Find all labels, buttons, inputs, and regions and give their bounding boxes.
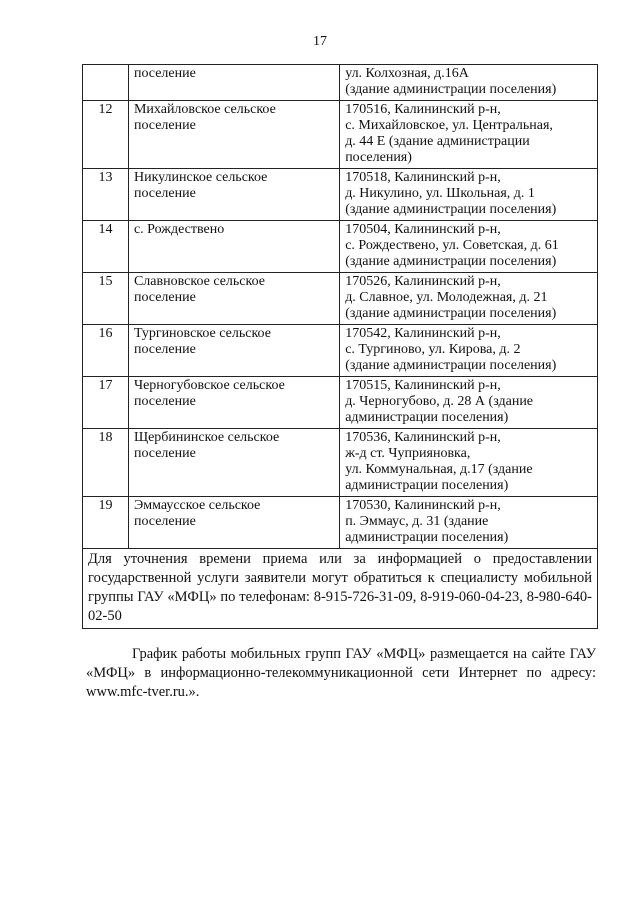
settlement-name [128,65,339,101]
table-row [83,221,598,273]
settlement-name-line: поселение [133,66,196,81]
settlement-name-line: поселение [133,118,196,133]
settlement-name [128,221,339,273]
row-number: 13 [83,169,129,221]
settlement-address [340,273,598,325]
table-row [83,377,598,429]
address-line: (здание администрации поселения) [345,358,557,373]
address-line: (здание администрации поселения) [345,202,557,217]
settlement-name-line: поселение [133,446,196,461]
address-line: с. Михайловское, ул. Центральная, [345,118,553,133]
settlement-address [340,65,598,101]
address-line: 170504, Калининский р-н, [345,222,501,237]
row-number: 14 [83,221,129,273]
row-number: 18 [83,429,129,497]
address-line: ул. Колхозная, д.16А [345,66,469,81]
settlement-address [340,429,598,497]
settlement-address [340,377,598,429]
settlement-name [128,273,339,325]
settlement-name-line: поселение [133,342,196,357]
table-row [83,169,598,221]
settlement-name [128,377,339,429]
settlement-name [128,169,339,221]
row-number: 16 [83,325,129,377]
address-line: ж-д ст. Чуприяновка, [345,446,471,461]
row-number: 15 [83,273,129,325]
settlement-name-line: с. Рождествено [133,222,225,237]
settlement-name [128,429,339,497]
address-line: 170518, Калининский р-н, [345,170,501,185]
address-line: администрации поселения) [345,410,509,425]
table-body [83,65,598,549]
address-line: администрации поселения) [345,478,509,493]
settlement-address [340,169,598,221]
table-row [83,273,598,325]
settlement-name [128,497,339,549]
address-line: ул. Коммунальная, д.17 (здание [345,462,533,477]
row-number [83,65,129,101]
address-line: администрации поселения) [345,530,509,545]
address-line: с. Рождествено, ул. Советская, д. 61 [345,238,559,253]
address-line: (здание администрации поселения) [345,82,557,97]
address-line: д. Черногубово, д. 28 А (здание [345,394,534,409]
note-row [83,549,598,629]
address-line: 170526, Калининский р-н, [345,274,501,289]
settlement-name-line: Славновское сельское [133,274,265,289]
table-row [83,429,598,497]
row-number: 17 [83,377,129,429]
settlement-name-line: поселение [133,514,196,529]
settlement-name [128,325,339,377]
settlements-table [82,64,598,629]
settlement-address [340,101,598,169]
row-number: 12 [83,101,129,169]
address-line: 170516, Калининский р-н, [345,102,501,117]
settlement-name-line: Тургиновское сельское [133,326,271,341]
table-row [83,101,598,169]
settlement-address [340,221,598,273]
settlement-name-line: Никулинское сельское [133,170,268,185]
address-line: (здание администрации поселения) [345,254,557,269]
contact-note: Для уточнения времени приема или за информацией о предоставлении государственной услуги заявители могут обратиться к специалисту мобильной группы ГАУ «МФЦ» по телефонам: 8-915-726-31-09, 8-919-060-04-23, 8-980-640-02-50 [83,549,598,629]
address-line: 170515, Калининский р-н, [345,378,501,393]
address-line: 170530, Калининский р-н, [345,498,501,513]
address-line: поселения) [345,150,412,165]
table-row [83,497,598,549]
settlement-name-line: Черногубовское сельское [133,378,285,393]
address-line: д. 44 Е (здание администрации [345,134,530,149]
settlement-name-line: Михайловское сельское [133,102,276,117]
row-number: 19 [83,497,129,549]
address-line: (здание администрации поселения) [345,306,557,321]
table-row [83,65,598,101]
address-line: 170542, Калининский р-н, [345,326,501,341]
settlement-name-line: поселение [133,394,196,409]
schedule-paragraph: График работы мобильных групп ГАУ «МФЦ» размещается на сайте ГАУ «МФЦ» в информационно-телекоммуникационной сети Интернет по адресу: www.mfc-tver.ru.». [86,646,596,700]
address-line: 170536, Калининский р-н, [345,430,501,445]
settlement-address [340,325,598,377]
address-line: д. Славное, ул. Молодежная, д. 21 [345,290,548,305]
settlement-name-line: поселение [133,290,196,305]
settlement-address [340,497,598,549]
settlement-name-line: Щербининское сельское [133,430,280,445]
table-row [83,325,598,377]
address-line: п. Эммаус, д. 31 (здание [345,514,489,529]
address-line: д. Никулино, ул. Школьная, д. 1 [345,186,535,201]
settlement-name-line: Эммаусское сельское [133,498,261,513]
settlement-name-line: поселение [133,186,196,201]
settlement-name [128,101,339,169]
address-line: с. Тургиново, ул. Кирова, д. 2 [345,342,521,357]
page-number: 17 [313,34,327,49]
